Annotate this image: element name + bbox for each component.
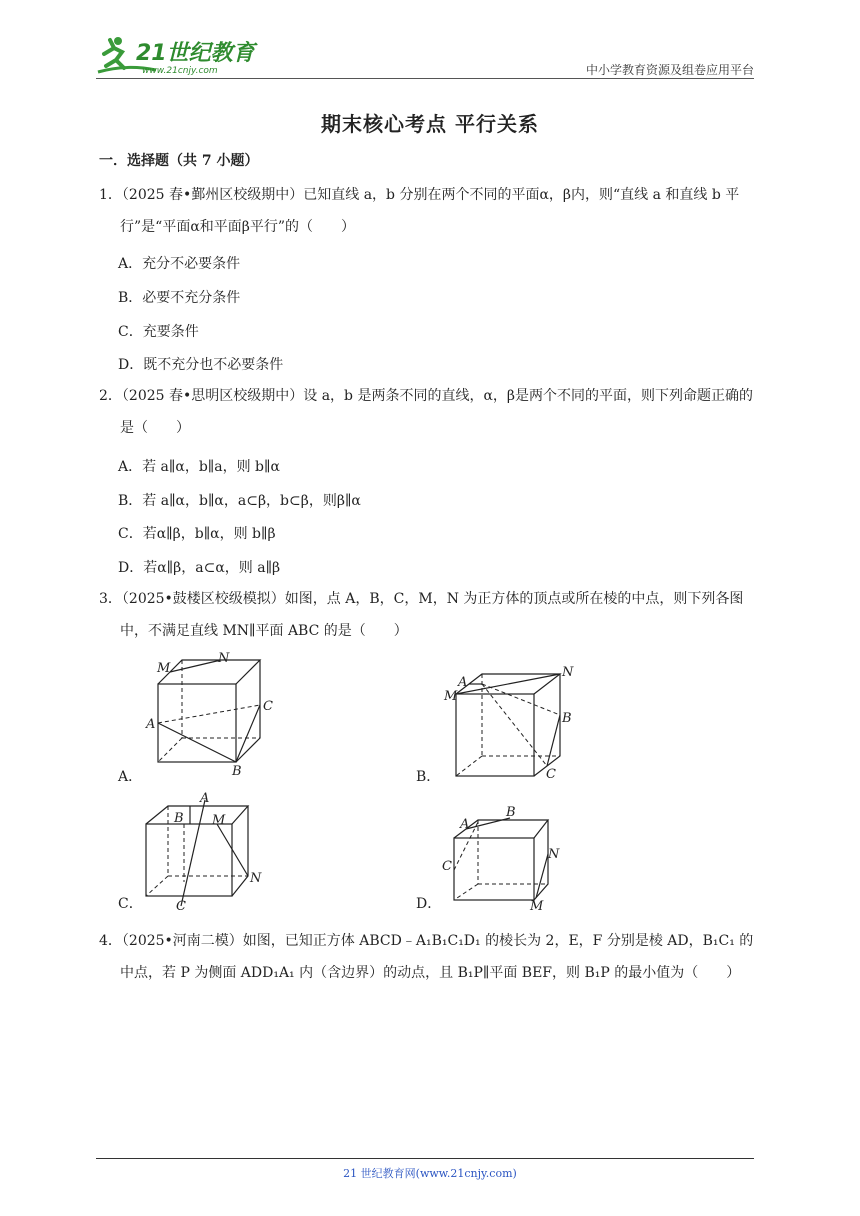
point-label: M bbox=[444, 689, 458, 704]
point-label: N bbox=[218, 652, 230, 666]
option: C．若α∥β，b∥α，则 b∥β bbox=[118, 526, 276, 542]
option: A．若 a∥α，b∥a，则 b∥α bbox=[118, 459, 280, 475]
header-platform-text: 中小学教育资源及组卷应用平台 bbox=[585, 63, 754, 77]
question-3 bbox=[99, 583, 761, 647]
logo-text: 21世纪教育 bbox=[136, 41, 255, 66]
point-label: A bbox=[458, 675, 468, 690]
point-label: M bbox=[157, 661, 171, 676]
logo-url: www.21cnjy.com bbox=[142, 66, 218, 76]
option: C．充要条件 bbox=[118, 324, 199, 340]
point-label: A bbox=[146, 717, 156, 732]
point-label: A bbox=[200, 791, 210, 806]
option: A．充分不必要条件 bbox=[118, 256, 241, 272]
point-label: C bbox=[263, 699, 273, 714]
option: B．必要不充分条件 bbox=[118, 290, 241, 306]
option: D．既不充分也不必要条件 bbox=[118, 357, 284, 373]
figure-label: B． bbox=[416, 769, 441, 785]
point-label: C bbox=[546, 767, 556, 782]
question-text: （2025 春•鄞州区校级期中）已知直线 a，b 分别在两个不同的平面α，β内，则“直线 a 和直线 b 平行”是“平面α和平面β平行”的（ ） bbox=[120, 187, 740, 235]
page-title: 期末核心考点 平行关系 bbox=[321, 112, 539, 136]
option: B．若 a∥α，b∥α，a⊂β，b⊂β，则β∥α bbox=[118, 493, 361, 509]
figure-d-cube bbox=[440, 800, 580, 912]
point-label: B bbox=[506, 805, 516, 820]
footer-divider bbox=[96, 1158, 754, 1159]
figure-label: A． bbox=[118, 769, 143, 785]
site-logo bbox=[96, 34, 266, 78]
point-label: B bbox=[174, 811, 184, 826]
point-label: N bbox=[250, 871, 262, 886]
question-text: （2025 春•思明区校级期中）设 a，b 是两条不同的直线，α，β是两个不同的平面，则下列命题正确的是（ ） bbox=[120, 388, 754, 436]
point-label: N bbox=[562, 665, 574, 680]
figure-label: D． bbox=[416, 896, 442, 912]
figure-a-cube bbox=[140, 652, 280, 780]
figure-label: C． bbox=[118, 896, 143, 912]
point-label: N bbox=[548, 847, 560, 862]
question-number: 4． bbox=[99, 933, 122, 949]
question-number: 1． bbox=[99, 187, 122, 203]
section-heading: 一．选择题（共 7 小题） bbox=[99, 153, 259, 169]
figure-c-cube bbox=[134, 790, 274, 912]
question-2 bbox=[99, 380, 761, 444]
point-label: C bbox=[176, 899, 186, 912]
question-number: 2． bbox=[99, 388, 122, 404]
footer-text: 21 世纪教育网(www.21cnjy.com) bbox=[343, 1167, 517, 1180]
question-4 bbox=[99, 925, 761, 989]
question-number: 3． bbox=[99, 591, 122, 607]
question-text: （2025•河南二模）如图，已知正方体 ABCD﹣A₁B₁C₁D₁ 的棱长为 2，E，F 分别是棱 AD，B₁C₁ 的中点，若 P 为侧面 ADD₁A₁ 内（含边界）的动点，且 B₁P∥平面 BEF，则 B₁P 的最小值为（ ） bbox=[120, 933, 754, 981]
point-label: A bbox=[460, 817, 470, 832]
question-1 bbox=[99, 179, 761, 243]
question-text: （2025•鼓楼区校级模拟）如图，点 A，B，C，M，N 为正方体的顶点或所在棱的中点，则下列各图中，不满足直线 MN∥平面 ABC 的是（ ） bbox=[120, 591, 744, 639]
point-label: M bbox=[212, 813, 226, 828]
point-label: C bbox=[442, 859, 452, 874]
point-label: B bbox=[232, 764, 242, 779]
point-label: M bbox=[530, 899, 544, 912]
option: D．若α∥β，a⊂α，则 a∥β bbox=[118, 560, 281, 576]
point-label: B bbox=[562, 711, 572, 726]
figure-b-cube bbox=[440, 660, 580, 782]
header-divider bbox=[96, 78, 754, 79]
